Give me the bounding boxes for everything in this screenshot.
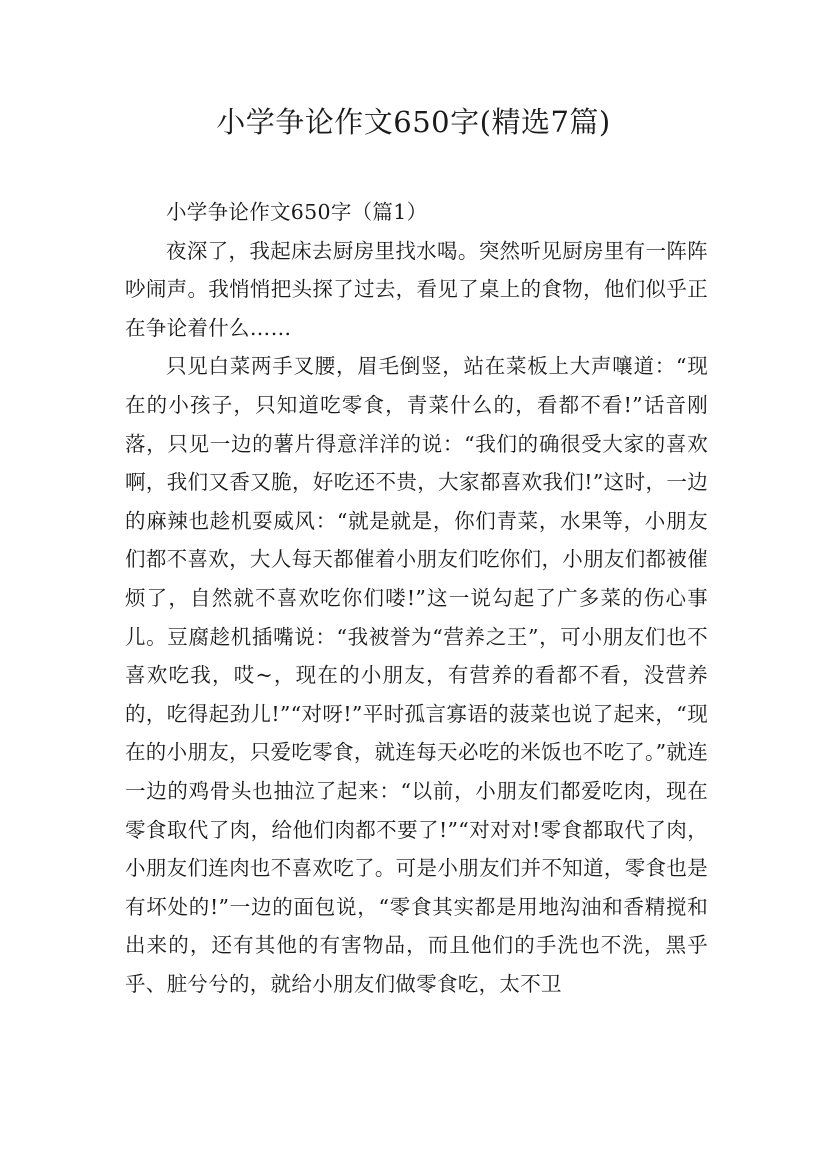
section-heading: 小学争论作文650字（篇1）	[166, 200, 428, 224]
document-title: 小学争论作文650字(精选7篇)	[216, 105, 611, 139]
paragraph: 夜深了，我起床去厨房里找水喝。突然听见厨房里有一阵阵吵闹声。我悄悄把头探了过去，看见了桌上的食物，他们似乎正在争论着什么……	[125, 238, 708, 340]
paragraph: 只见白菜两手叉腰，眉毛倒竖，站在菜板上大声嚷道：“现在的小孩子，只知道吃零食，青菜什么的，看都不看!”话音刚落，只见一边的薯片得意洋洋的说：“我们的确很受大家的喜欢啊，我们又香又脆，好吃还不贵，大家都喜欢我们!”这时，一边的麻辣也趁机耍威风：“就是就是，你们青菜，水果等，小朋友们都不喜欢，大人每天都催着小朋友们吃你们，小朋友们都被催烦了，自然就不喜欢吃你们喽!”这一说勾起了广多菜的伤心事儿。豆腐趁机插嘴说：“我被誉为“营养之王”，可小朋友们也不喜欢吃我，哎~，现在的小朋友，有营养的看都不看，没营养的，吃得起劲儿!”“对呀!”平时孤言寡语的菠菜也说了起来，“现在的小朋友，只爱吃零食，就连每天必吃的米饭也不吃了。”就连一边的鸡骨头也抽泣了起来：“以前，小朋友们都爱吃肉，现在零食取代了肉，给他们肉都不要了!”“对对对!零食都取代了肉，小朋友们连肉也不喜欢吃了。可是小朋友们并不知道，零食也是有坏处的!”一边的面包说，“零食其实都是用地沟油和香精搅和出来的，还有其他的有害物品，而且他们的手洗也不洗，黑乎乎、脏兮兮的，就给小朋友们做零食吃，太不卫	[125, 354, 708, 996]
document-body	[125, 193, 708, 1003]
